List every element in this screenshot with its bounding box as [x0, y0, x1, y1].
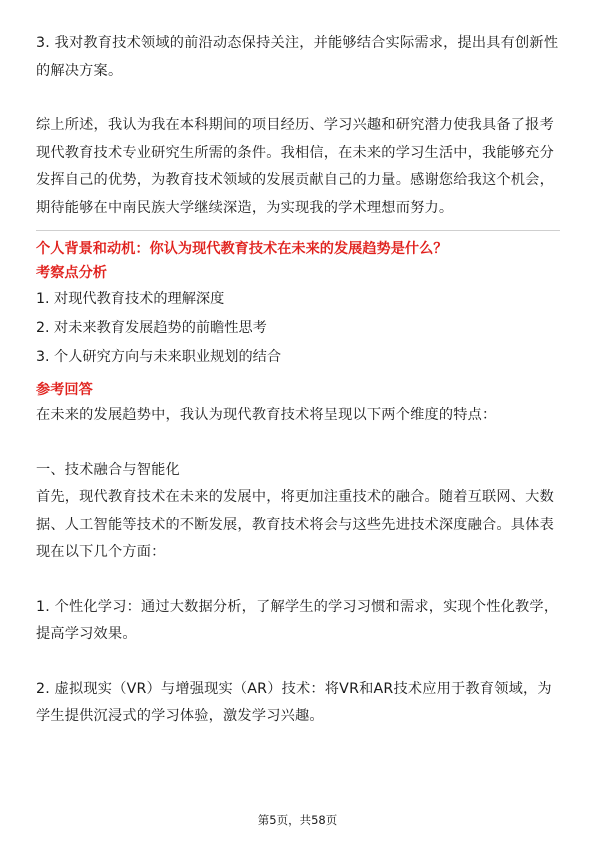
answer-subheading: 一、技术融合与智能化: [36, 461, 180, 478]
page-number: 第5页，共58页: [257, 813, 338, 827]
spacer: [36, 567, 560, 594]
analysis-heading: 考察点分析: [36, 265, 107, 281]
answer-point1: 1. 个性化学习：通过大数据分析，了解学生的学习习惯和需求，实现个性化教学，提高学习效果。: [36, 598, 559, 642]
answer-point2: 2. 虚拟现实（VR）与增强现实（AR）技术：将VR和AR技术应用于教育领域，为学生提供沉浸式的学习体验，激发学习兴趣。: [36, 680, 552, 724]
spacer: [36, 85, 560, 112]
question-title: 个人背景和动机：你认为现代教育技术在未来的发展趋势是什么？: [36, 241, 448, 257]
paragraph-point3: 3. 我对教育技术领域的前沿动态保持关注，并能够结合实际需求，提出具有创新性的解决方案。: [36, 35, 559, 79]
answer-body: 首先，现代教育技术在未来的发展中，将更加注重技术的融合。随着互联网、大数据、人工智能等技术的不断发展，教育技术将会与这些先进技术深度融合。具体表现在以下几个方面：: [36, 489, 554, 560]
analysis-item: 2. 对未来教育发展趋势的前瞻性思考: [36, 320, 267, 336]
paragraph-conclusion: 综上所述，我认为我在本科期间的项目经历、学习兴趣和研究潜力使我具备了报考现代教育技术专业研究生所需的条件。我相信，在未来的学习生活中，我能够充分发挥自己的优势，为教育技术领域的发展贡献自己的力量。感谢您给我这个机会，期待能够在中南民族大学继续深造，为实现我的学术理想而努力。: [36, 117, 554, 216]
spacer: [36, 430, 560, 457]
spacer: [36, 649, 560, 676]
section-divider: [36, 230, 560, 231]
answer-heading: 参考回答: [36, 382, 93, 398]
analysis-item: 3. 个人研究方向与未来职业规划的结合: [36, 349, 282, 365]
document-page: [36, 30, 560, 731]
analysis-item: 1. 对现代教育技术的理解深度: [36, 291, 225, 307]
answer-lead: 在未来的发展趋势中，我认为现代教育技术将呈现以下两个维度的特点：: [36, 407, 497, 423]
